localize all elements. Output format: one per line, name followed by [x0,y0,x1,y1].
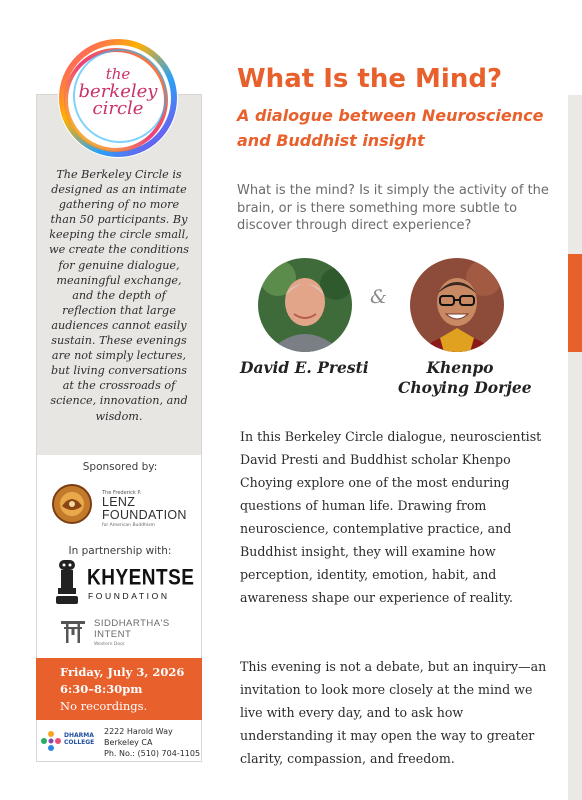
page-title: What Is the Mind? [237,64,503,94]
page-subtitle: A dialogue between Neuroscience and Buddhist insight [237,106,544,150]
speaker-photo-presti [258,258,352,352]
lenz-name [102,496,187,522]
speaker-name-line: Khenpo [426,358,494,377]
khyentse-name: KHYENTSE [87,566,195,591]
partnership-label: In partnership with: [68,545,172,557]
venue-address-line: Berkeley CA [104,738,153,747]
ampersand: & [370,286,387,308]
khyentse-sub: FOUNDATION [88,591,170,601]
venue-name-line: COLLEGE [64,739,95,746]
siddharthas-name-line: SIDDHARTHA'S [94,618,170,629]
body-paragraph-1: In this Berkeley Circle dialogue, neuroscientist David Presti and Buddhist scholar Khenpo Choying explore one of the most enduring questions of human life. Drawing from neuroscience, contemplative practice, and Buddhist insight, they will examine how perception, identity, emotion, habit, and awareness shape our experience of reality. [240,429,542,605]
portrait-icon [410,258,504,352]
event-info-box [36,658,202,720]
lenz-emblem-icon [52,484,92,524]
speaker-name-choying [398,358,532,398]
venue-name [64,732,104,746]
speaker-name-presti: David E. Presti [240,358,369,377]
event-time: 6:30–8:30pm [60,682,143,696]
siddharthas-sub: Western Door [94,642,125,647]
lead-question: What is the mind? Is it simply the activity of the brain, or is there something more subtle to discover through direct experience? [237,183,549,233]
logo-text-line: circle [92,98,144,119]
portrait-icon [258,258,352,352]
snow-lion-icon [55,558,79,606]
intro-text: The Berkeley Circle is designed as an intimate gathering of no more than 50 participants. By keeping the circle small, we create the conditions for genuine dialogue, meaningful exchange, and the depth of reflection that large audiences cannot easily sustain. These evenings are not simply lectures, but living conversations at the crossroads of science, innovation, and wisdom. [49,168,189,423]
logo-wordmark [56,66,180,117]
speaker-photo-choying [410,258,504,352]
torii-gate-icon [60,618,86,644]
event-date: Friday, July 3, 2026 [60,665,185,679]
edge-decor-bar [568,95,582,800]
siddharthas-name [94,619,170,640]
sponsored-label: Sponsored by: [82,461,158,473]
venue-address-line: 2222 Harold Way [104,727,173,736]
lenz-name-line: LENZ [102,495,136,509]
logo-text-line: the [105,65,131,83]
body-paragraph-2: This evening is not a debate, but an inquiry—an invitation to look more closely at the mind we live with every day, and to ask how understanding it may open the way to greater clarity, compassion, and freedom. [240,659,547,766]
siddharthas-name-line: INTENT [94,628,132,640]
dharma-college-icon [40,730,62,752]
edge-accent-bar [568,254,582,352]
lenz-name-line: FOUNDATION [102,508,187,522]
lenz-subtitle: for American Buddhism [102,523,155,528]
event-note: No recordings. [60,699,148,713]
venue-name-line: DHARMA [64,732,94,739]
venue-address [104,726,200,759]
speaker-name-line: Choying Dorjee [398,378,532,397]
logo-text-line: berkeley [78,81,158,102]
berkeley-circle-logo [56,36,180,160]
lenz-small-text: The Frederick P. [102,490,142,496]
venue-phone: Ph. No.: (510) 704-1105 [104,749,201,758]
